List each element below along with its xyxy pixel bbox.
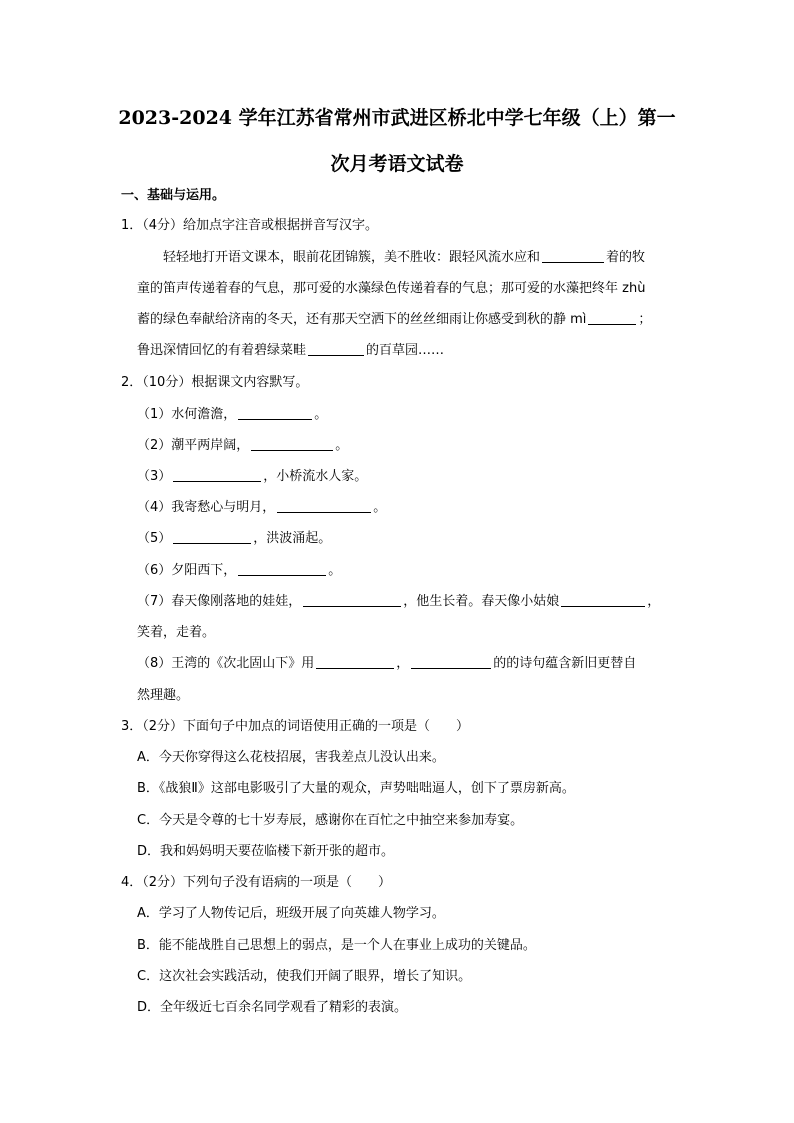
q4-option-c[interactable]: C．这次社会实践活动，使我们开阔了眼界，增长了知识。 bbox=[137, 969, 472, 984]
q2-blank-6[interactable] bbox=[238, 561, 326, 576]
q2-item-4: （4）我寄愁心与明月， 。 bbox=[137, 500, 387, 515]
q2-item-6: （6）夕阳西下， 。 bbox=[137, 563, 342, 578]
q2-blank-7[interactable] bbox=[303, 592, 401, 607]
q2-item-7-cont: 笑着，走着。 bbox=[137, 625, 216, 640]
q4-option-d[interactable]: D．全年级近七百余名同学观看了精彩的表演。 bbox=[137, 1000, 408, 1015]
q2-blank-3[interactable] bbox=[173, 467, 261, 482]
q4-option-b[interactable]: B．能不能战胜自己思想上的弱点，是一个人在事业上成功的关键品。 bbox=[137, 938, 536, 953]
q1-text-line-2: 童的笛声传递着春的气息，那可爱的水藻绿色传递着春的气息；那可爱的水藻把终年 zhù bbox=[137, 281, 646, 296]
q1-text-line-1: 轻轻地打开语文课本，眼前花团锦簇，美不胜收：跟轻风流水应和 着的牧 bbox=[163, 250, 646, 265]
q3-heading: 3．（2分）下面句子中加点的词语使用正确的一项是（ ） bbox=[121, 719, 470, 734]
q3-option-d[interactable]: D．我和妈妈明天要莅临楼下新开张的超市。 bbox=[137, 844, 395, 859]
section-heading: 一、基础与运用。 bbox=[121, 188, 226, 203]
q1-blank-2[interactable] bbox=[588, 310, 636, 325]
q1-blank-1[interactable] bbox=[542, 248, 604, 263]
q1-blank-3[interactable] bbox=[308, 341, 364, 356]
q2-blank-10[interactable] bbox=[411, 654, 491, 669]
q2-blank-5[interactable] bbox=[173, 529, 251, 544]
q2-blank-8[interactable] bbox=[561, 592, 645, 607]
q1-text-line-4: 鲁迅深情回忆的有着碧绿菜畦 的百草园…… bbox=[137, 343, 445, 358]
q2-heading: 2．（10分）根据课文内容默写。 bbox=[121, 375, 309, 390]
q2-blank-4[interactable] bbox=[277, 498, 371, 513]
q3-option-a[interactable]: A．今天你穿得这么花枝招展，害我差点儿没认出来。 bbox=[137, 750, 445, 765]
q2-blank-2[interactable] bbox=[251, 436, 333, 451]
exam-title bbox=[100, 95, 694, 187]
q2-item-8: （8）王湾的《次北固山下》用 ， 的的诗句蕴含新旧更替自 bbox=[137, 656, 637, 671]
q4-option-a[interactable]: A．学习了人物传记后，班级开展了向英雄人物学习。 bbox=[137, 906, 445, 921]
q4-heading: 4．（2分）下列句子没有语病的一项是（ ） bbox=[121, 875, 392, 890]
title-line-1: 2023-2024 学年江苏省常州市武进区桥北中学七年级（上）第一 bbox=[118, 107, 676, 129]
q2-blank-9[interactable] bbox=[316, 654, 394, 669]
q3-option-c[interactable]: C．今天是令尊的七十岁寿辰，感谢你在百忙之中抽空来参加寿宴。 bbox=[137, 813, 524, 828]
q2-item-1: （1）水何澹澹， 。 bbox=[137, 407, 328, 422]
q3-option-b[interactable]: B．《战狼Ⅱ》这部电影吸引了大量的观众，声势咄咄逼人，创下了票房新高。 bbox=[137, 781, 575, 796]
q2-item-5: （5） ，洪波涌起。 bbox=[137, 531, 332, 546]
q2-item-7: （7）春天像刚落地的娃娃， ，他生长着。春天像小姑娘 ， bbox=[137, 594, 661, 609]
title-line-2: 次月考语文试卷 bbox=[330, 153, 464, 175]
q2-item-3: （3） ，小桥流水人家。 bbox=[137, 469, 368, 484]
q1-heading: 1．（4分）给加点字注音或根据拼音写汉字。 bbox=[121, 218, 379, 233]
q2-item-8-cont: 然理趣。 bbox=[137, 688, 190, 703]
q1-text-line-3: 蓄的绿色奉献给济南的冬天，还有那天空洒下的丝丝细雨让你感受到秋的静 mì ； bbox=[137, 312, 652, 327]
q2-blank-1[interactable] bbox=[238, 405, 312, 420]
q2-item-2: （2）潮平两岸阔， 。 bbox=[137, 438, 349, 453]
